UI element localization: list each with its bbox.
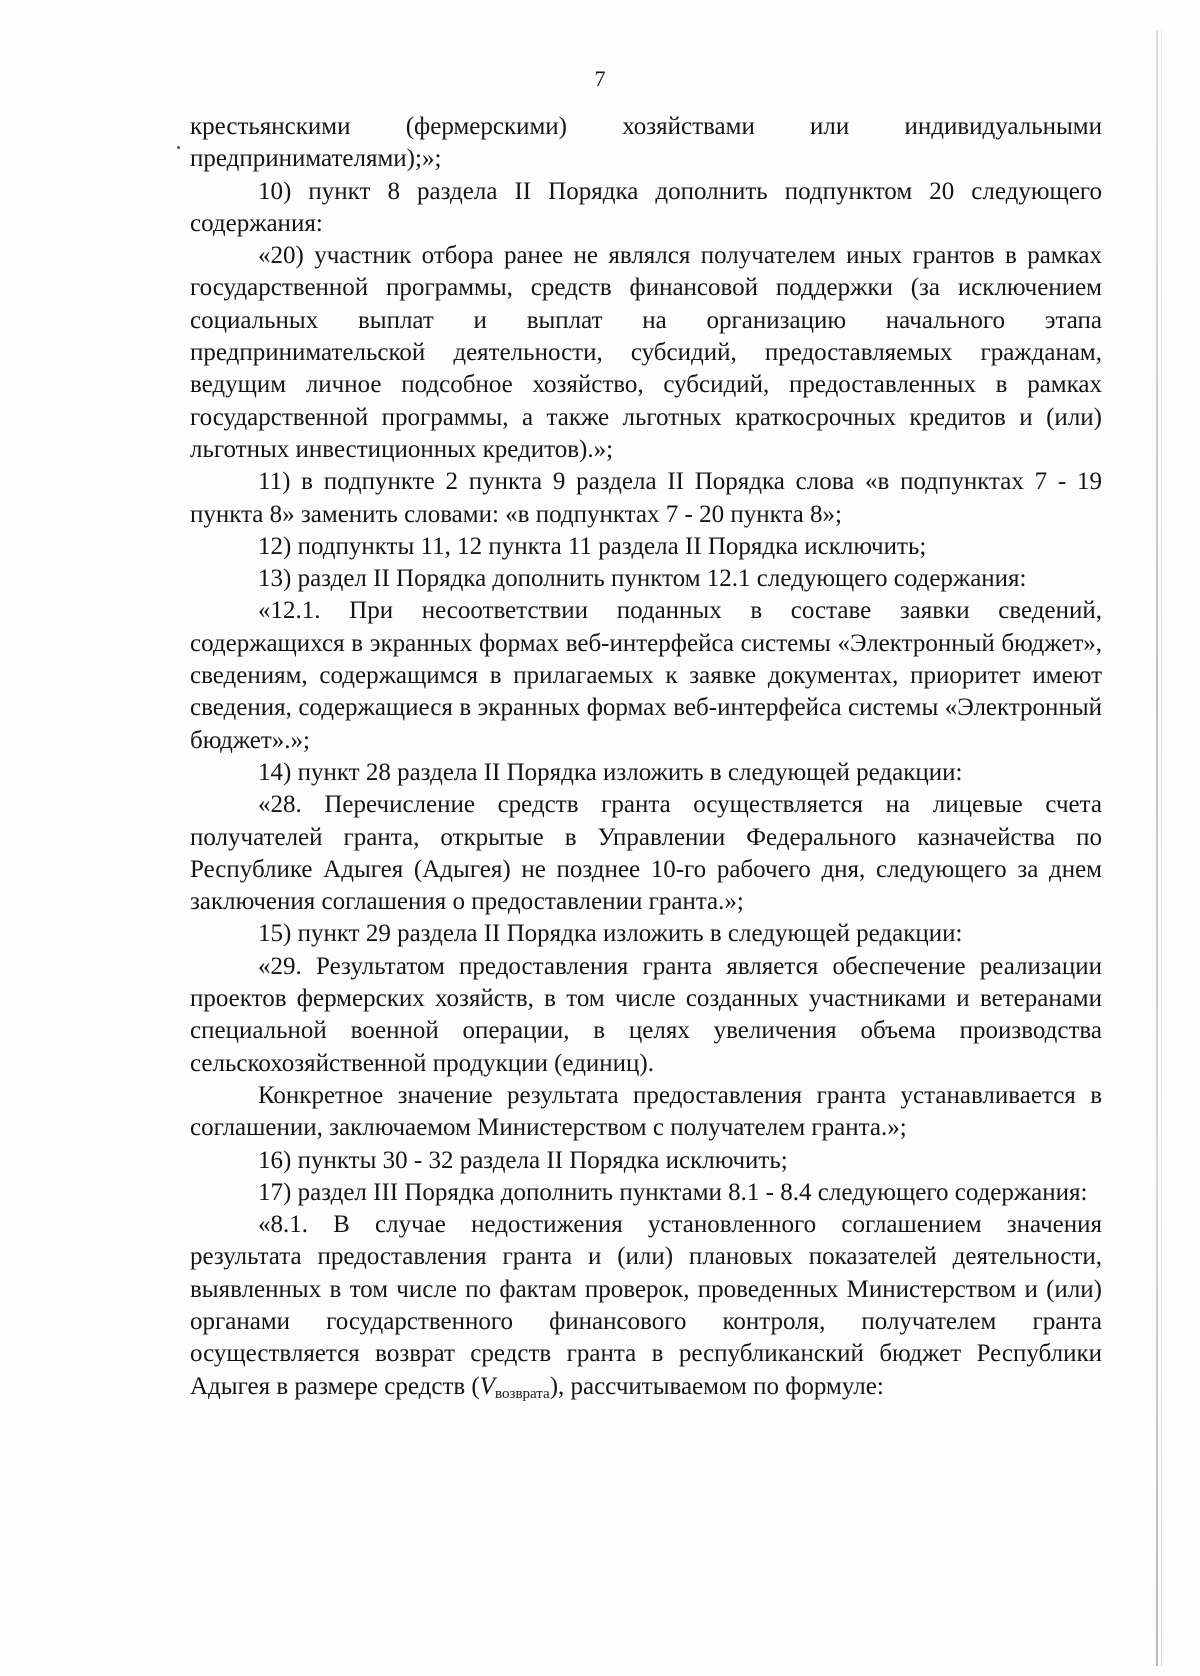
scan-edge-line xyxy=(1156,30,1158,1666)
amendment-item-15: 15) пункт 29 раздела II Порядка изложить в следующей редакции: xyxy=(258,920,963,948)
formula-subscript: возврата xyxy=(495,1385,550,1402)
amendment-item-14: 14) пункт 28 раздела II Порядка изложить в следующей редакции: xyxy=(258,758,963,786)
formula-symbol: V xyxy=(479,1372,496,1400)
quoted-point-8-1 xyxy=(190,1209,1102,1410)
quoted-point-12-1: «12.1. При несоответствии поданных в составе заявки сведений, содержащихся в экранных формах веб-интерфейса системы «Электронный бюджет», сведениям, содержащимся в прилагаемых к заявке документах, приоритет имеют сведения, содержащиеся в экранных формах веб-интерфейса системы «Электронный бюджет».»; xyxy=(190,597,1102,754)
scan-edge-line-secondary xyxy=(1161,30,1162,1666)
amendment-item-11: 11) в подпункте 2 пункта 9 раздела II Порядка слова «в подпунктах 7 - 19 пункта 8» заменить словами: «в подпунктах 7 - 20 пункта 8»; xyxy=(190,468,1102,528)
quoted-point-28: «28. Перечисление средств гранта осуществляется на лицевые счета получателей гранта, открытые в Управлении Федерального казначейства по Республике Адыгея (Адыгея) не позднее 10-го рабочего дня, следующего за днем заключения соглашения о предоставлении гранта.»; xyxy=(190,791,1102,916)
point-8-1-text: «8.1. В случае недостижения установленного соглашением значения результата предоставления гранта и (или) плановых показателей деятельности, выявленных в том числе по фактам проверок, проведенных Министерством и (или) органами государственного финансового контроля, получателем гранта осуществляется возврат средств гранта в республиканский бюджет Республики Адыгея в размере средств ( xyxy=(190,1211,1102,1400)
paragraph-continuation: крестьянскими (фермерскими) хозяйствами или индивидуальными предпринимателями);»; xyxy=(190,113,1102,173)
point-8-1-text-end: ), рассчитываемом по формуле: xyxy=(549,1372,884,1400)
amendment-item-16: 16) пункты 30 - 32 раздела II Порядка исключить; xyxy=(258,1146,788,1174)
amendment-item-13: 13) раздел II Порядка дополнить пунктом 12.1 следующего содержания: xyxy=(258,565,1027,593)
document-body xyxy=(190,111,1102,1410)
quoted-subpoint-20: «20) участник отбора ранее не являлся получателем иных грантов в рамках государственной программы, средств финансовой поддержки (за исключением социальных выплат и выплат на организацию начального этапа предпринимательской деятельности, субсидий, предоставляемых гражданам, ведущим личное подсобное хозяйство, субсидий, предоставленных в рамках государственной программы, а также льготных краткосрочных кредитов и (или) льготных инвестиционных кредитов).»; xyxy=(190,242,1102,463)
amendment-item-17: 17) раздел III Порядка дополнить пунктами 8.1 - 8.4 следующего содержания: xyxy=(258,1178,1088,1206)
page-number: 7 xyxy=(594,66,606,91)
amendment-item-10: 10) пункт 8 раздела II Порядка дополнить подпунктом 20 следующего содержания: xyxy=(190,177,1102,237)
scan-speck xyxy=(177,146,180,149)
point-29-second-paragraph: Конкретное значение результата предоставления гранта устанавливается в соглашении, заключаемом Министерством с получателем гранта.»; xyxy=(190,1081,1102,1142)
amendment-item-12: 12) подпункты 11, 12 пункта 11 раздела II Порядка исключить; xyxy=(258,532,927,560)
quoted-point-29: «29. Результатом предоставления гранта является обеспечение реализации проектов фермерских хозяйств, в том числе созданных участниками и ветеранами специальной военной операции, в целях увеличения объема производства сельскохозяйственной продукции (единиц). xyxy=(190,952,1102,1077)
